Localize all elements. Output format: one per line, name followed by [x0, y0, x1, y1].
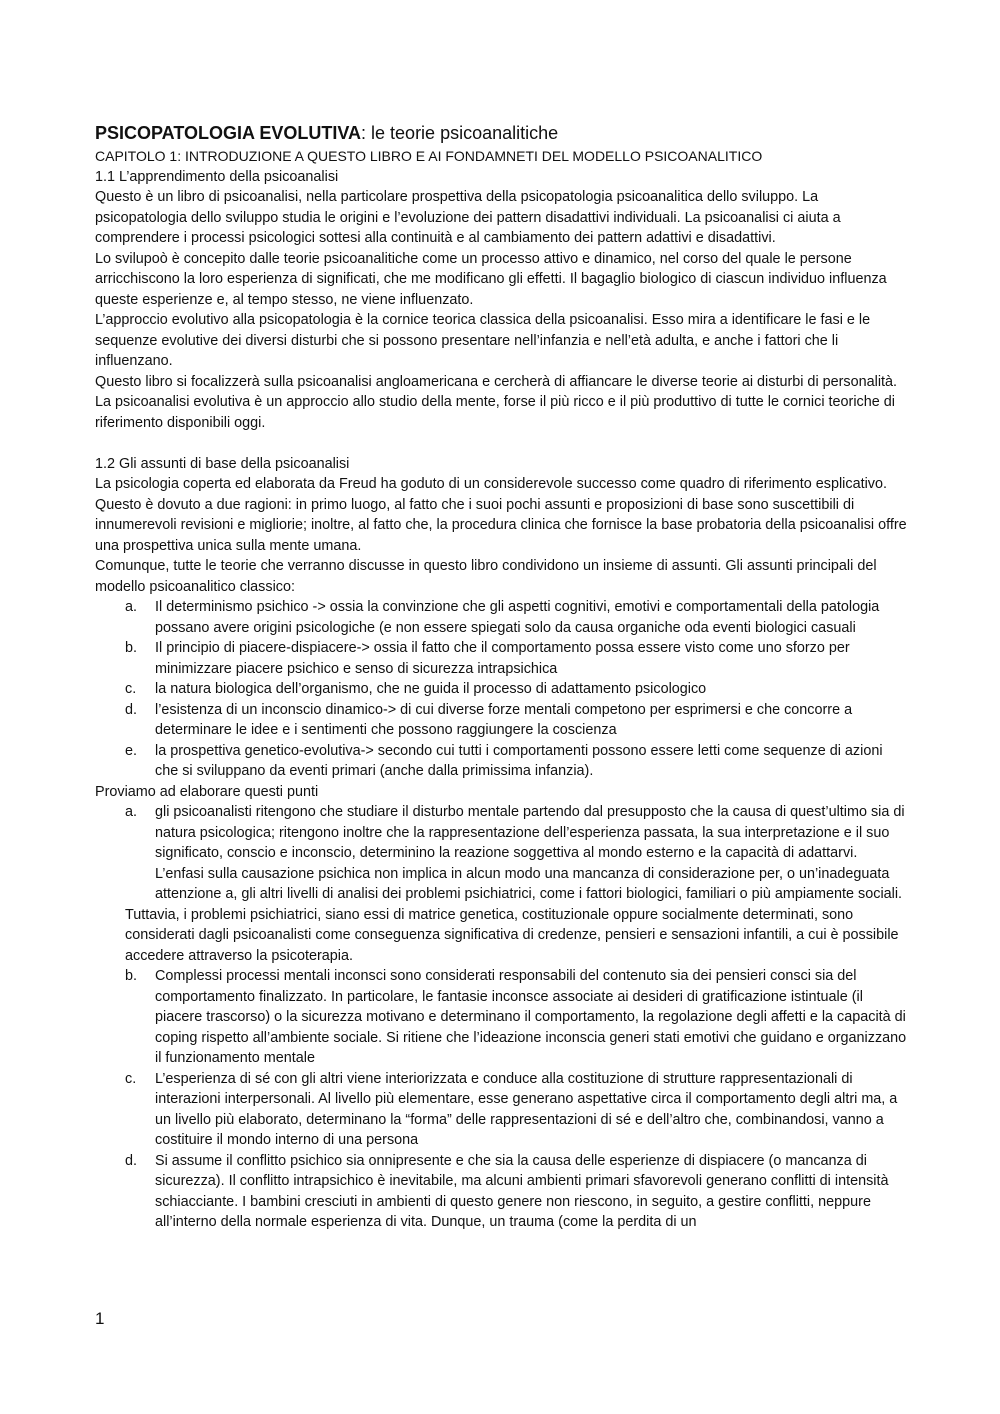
chapter-heading: CAPITOLO 1: INTRODUZIONE A QUESTO LIBRO E AI FONDAMNETI DEL MODELLO PSICOANALITICO: [95, 148, 763, 164]
spacer: [95, 433, 907, 454]
title-rest: : le teorie psicoanalitiche: [361, 123, 559, 143]
page-number: 1: [95, 1309, 105, 1328]
document-title: [95, 120, 907, 146]
list-item: [95, 638, 907, 679]
title-bold: PSICOPATOLOGIA EVOLUTIVA: [95, 123, 362, 143]
list-marker: b.: [125, 968, 138, 984]
paragraph: Questo è un libro di psicoanalisi, nella particolare prospettiva della psicopatologia psicoanalitica dello sviluppo. La psicopatologia dello sviluppo studia le origini e l’evoluzione dei pattern disadattivi individuali. La psicoanalisi ci aiuta a comprendere i processi psicologici sottesi alla continuità e al cambiamento dei pattern adattivi e disadattivi.: [95, 189, 841, 246]
list-item-text: gli psicoanalisti ritengono che studiare il disturbo mentale partendo dal presupposto che la causa di quest’ultimo sia di natura psicologica; ritengono inoltre che la rappresentazione dell’esperienza passata, la sua interpretazione e il suo significato, conscio e inconscio, determinino la reazione soggettiva al mondo esterno e la capacità di adattarvi. L’enfasi sulla causazione psichica non implica in alcun modo una mancanza di considerazione per, o un’inadeguata attenzione a, gli altri livelli di analisi dei problemi psichiatrici, come i fattori biologici, familiari o più ampiamente sociali.: [155, 804, 905, 902]
list-item-text: Si assume il conflitto psichico sia onnipresente e che sia la causa delle esperienze di dispiacere (o mancanza di sicurezza). Il conflitto intrapsichico è inevitabile, ma alcuni ambienti primari sfavorevoli generano conflitti di intensità schiacciante. I bambini cresciuti in ambienti di questo genere non riescono, in seguito, a gestire conflitti, neppure all’interno della normale esperienza di vita. Dunque, un trauma (come la perdita di un: [155, 1152, 889, 1230]
list-item-text: Complessi processi mentali inconsci sono considerati responsabili del contenuto sia dei pensieri consci sia del comportamento finalizzato. In particolare, le fantasie inconsce associate ai desideri di gratificazione istintuale (il piacere trascorso) o la sicurezza motivano e determinano il comportamento, la regolazione degli affetti e la capacità di coping rispetto all’ambiente sociale. Si ritiene che l’ideazione inconscia generi stati emotivi che guidano e organizzano il funzionamento mentale: [155, 968, 907, 1066]
elaborate-intro: Proviamo ad elaborare questi punti: [95, 783, 319, 800]
list-item-text: Il principio di piacere-dispiacere-> ossia il fatto che il comportamento possa essere visto come uno sforzo per minimizzare piacere psichico e senso di sicurezza intrapsichica: [155, 640, 850, 677]
elaboration-list-continued: [95, 966, 907, 1233]
paragraph: La psicoanalisi evolutiva è un approccio allo studio della mente, forse il più ricco e il più produttivo di tutte le cornici teoriche di riferimento disponibili oggi.: [95, 394, 895, 431]
list-marker: d.: [125, 1152, 138, 1169]
list-item-text: L’esperienza di sé con gli altri viene interiorizzata e conduce alla costituzione di strutture rappresentazionali di interazioni interpersonali. Al livello più elementare, esse generano aspettative circa il comportamento degli altri ma, a un livello più elaborato, determinano la “forma” delle rappresentazioni di sé e dell’altro che, combinandosi, vanno a costituire il mondo interno di una persona: [155, 1070, 898, 1148]
list-item-text: Il determinismo psichico -> ossia la convinzione che gli aspetti cognitivi, emotivi e comportamentali della patologia possano avere origini psicologiche (e non essere spiegati solo da causa organiche oda eventi biologici casuali: [155, 599, 880, 636]
list-item-text: l’esistenza di un inconscio dinamico-> di cui diverse forze mentali competono per esprimersi e che concorre a determinare le idee e i sentimenti che possono raggiungere la coscienza: [155, 701, 853, 738]
section-heading-1-2: 1.2 Gli assunti di base della psicoanalisi: [95, 455, 350, 472]
list-item: [95, 1151, 907, 1233]
paragraph: L’approccio evolutivo alla psicopatologia è la cornice teorica classica della psicoanalisi. Esso mira a identificare le fasi e le sequenze evolutive dei diversi disturbi che si possono presentare nell’infanzia e nell’età adulta, e anche i fattori che li influenzano.: [95, 312, 871, 369]
list-item: [95, 597, 907, 638]
list-marker: c.: [125, 1070, 137, 1087]
paragraph: Questo libro si focalizzerà sulla psicoanalisi angloamericana e cercherà di affiancare le diverse teorie ai disturbi di personalità.: [95, 373, 898, 390]
document-page: [95, 120, 907, 1233]
assumptions-list: [95, 597, 907, 782]
list-item: [95, 679, 907, 700]
list-marker: b.: [125, 640, 138, 656]
list-marker: a.: [125, 804, 138, 820]
list-marker: c.: [125, 681, 137, 697]
paragraph: La psicologia coperta ed elaborata da Freud ha goduto di un considerevole successo come quadro di riferimento esplicativo. Questo è dovuto a due ragioni: in primo luogo, al fatto che i suoi pochi assunti e proposizioni di base sono suscettibili di innumerevoli revisioni e migliorie; inoltre, al fatto che, la procedura clinica che fornisce la base probatoria della psicoanalisi offre una prospettiva unica sulla mente umana.: [95, 476, 907, 554]
list-item: [95, 966, 907, 1069]
list-item-text: la prospettiva genetico-evolutiva-> secondo cui tutti i comportamenti possono essere letti come sequenze di azioni che si sviluppano da eventi primari (anche dalla primissima infanzia).: [155, 742, 883, 779]
elaboration-list: [95, 802, 907, 905]
list-item: [95, 741, 907, 782]
list-item: [95, 1069, 907, 1151]
section-heading-1-1: 1.1 L’apprendimento della psicoanalisi: [95, 168, 339, 185]
list-marker: d.: [125, 701, 138, 718]
list-item: [95, 700, 907, 741]
paragraph: Comunque, tutte le teorie che verranno discusse in questo libro condividono un insieme di assunti. Gli assunti principali del modello psicoanalitico classico:: [95, 558, 877, 595]
list-item: [95, 802, 907, 905]
list-marker: a.: [125, 599, 138, 615]
list-item-text: la natura biologica dell’organismo, che ne guida il processo di adattamento psicologico: [155, 681, 707, 697]
paragraph: Lo svilupoò è concepito dalle teorie psicoanalitiche come un processo attivo e dinamico, nel corso del quale le persone arricchiscono la loro esperienza di significati, che me modificano gli effetti. Il bagaglio biologico di ciascun individuo influenza queste esperienze e, al tempo stesso, ne viene influenzato.: [95, 250, 887, 308]
list-marker: e.: [125, 742, 138, 759]
indented-paragraph: Tuttavia, i problemi psichiatrici, siano essi di matrice genetica, costituzionale oppure socialmente determinati, sono considerati dagli psicoanalisti come conseguenza significativa di credenze, pensieri e sensazioni infantili, a cui è possibile accedere attraverso la psicoterapia.: [125, 906, 899, 964]
